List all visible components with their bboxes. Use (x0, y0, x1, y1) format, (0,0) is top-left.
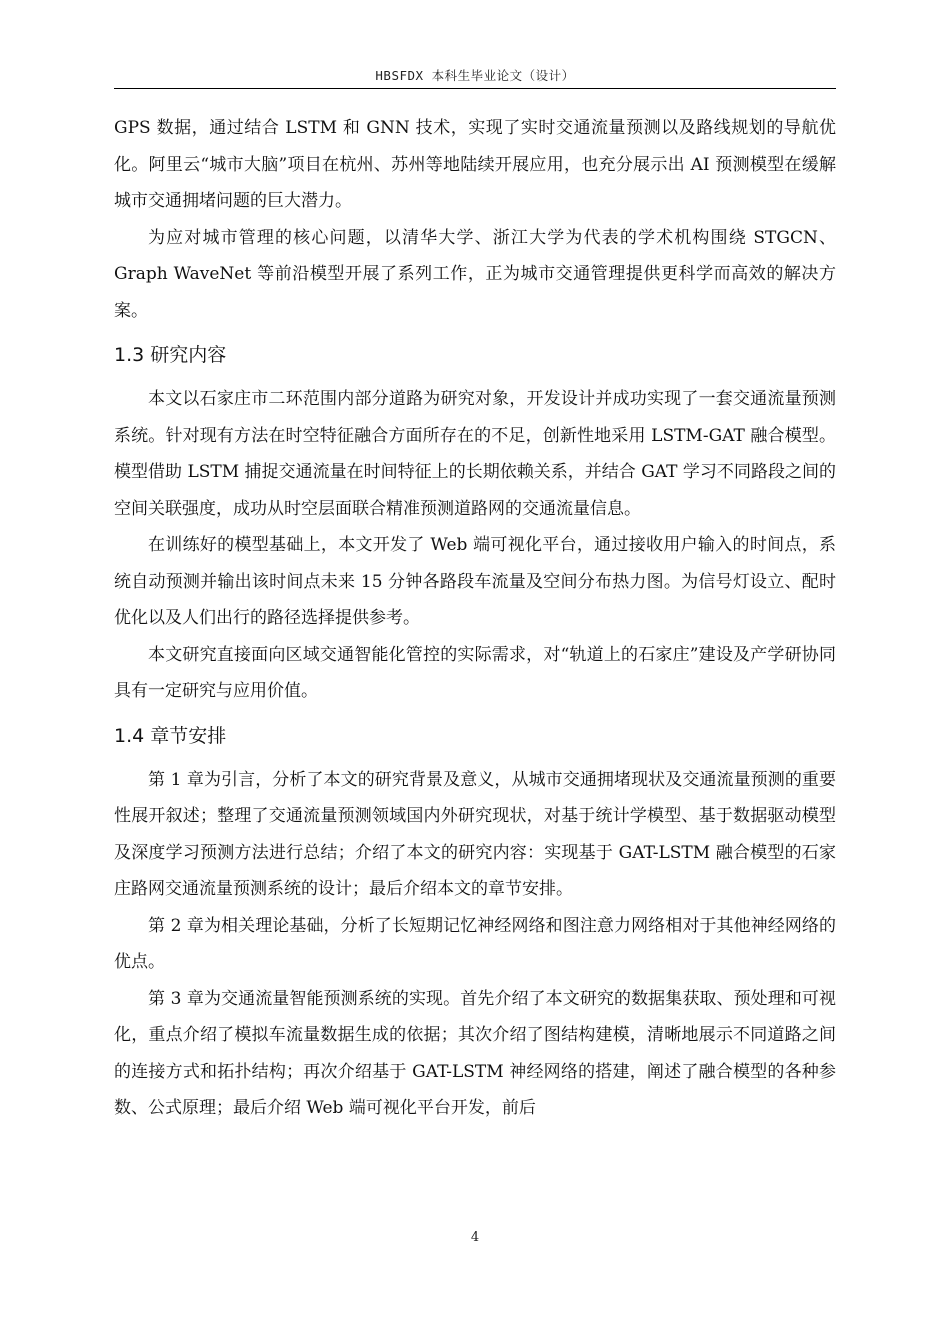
header-rule (114, 88, 836, 89)
body-text (114, 110, 836, 1127)
paragraph-academic-institutions: 为应对城市管理的核心问题，以清华大学、浙江大学为代表的学术机构围绕 STGCN、Graph WaveNet 等前沿模型开展了系列工作，正为城市交通管理提供更科学而高效的解决方案。 (114, 227, 836, 321)
paragraph-research-object: 本文以石家庄市二环范围内部分道路为研究对象，开发设计并成功实现了一套交通流量预测系统。针对现有方法在时空特征融合方面所存在的不足，创新性地采用 LSTM-GAT 融合模型。模型借助 LSTM 捕捉交通流量在时间特征上的长期依赖关系，并结合 GAT 学习不同路段之间的空间关联强度，成功从时空层面联合精准预测道路网的交通流量信息。 (114, 389, 836, 519)
paragraph-web-platform: 在训练好的模型基础上，本文开发了 Web 端可视化平台，通过接收用户输入的时间点，系统自动预测并输出该时间点未来 15 分钟各路段车流量及空间分布热力图。为信号灯设立、配时优化以及人们出行的路径选择提供参考。 (114, 535, 836, 628)
paragraph-continued: GPS 数据，通过结合 LSTM 和 GNN 技术，实现了实时交通流量预测以及路线规划的导航优化。阿里云“城市大脑”项目在杭州、苏州等地陆续开展应用，也充分展示出 AI 预测模型在缓解城市交通拥堵问题的巨大潜力。 (114, 118, 836, 211)
paragraph-research-value: 本文研究直接面向区域交通智能化管控的实际需求，对“轨道上的石家庄”建设及产学研协同具有一定研究与应用价值。 (114, 644, 836, 701)
paragraph-chapter-2: 第 2 章为相关理论基础，分析了长短期记忆神经网络和图注意力网络相对于其他神经网络的优点。 (114, 915, 836, 972)
page-number: 4 (470, 1230, 480, 1245)
running-header: HBSFDX 本科生毕业论文（设计） (375, 68, 575, 83)
paragraph-chapter-1: 第 1 章为引言，分析了本文的研究背景及意义，从城市交通拥堵现状及交通流量预测的重要性展开叙述；整理了交通流量预测领域国内外研究现状，对基于统计学模型、基于数据驱动模型及深度学习预测方法进行总结；介绍了本文的研究内容：实现基于 GAT-LSTM 融合模型的石家庄路网交通流量预测系统的设计；最后介绍本文的章节安排。 (114, 769, 836, 899)
section-heading-chapter-arrangement: 1.4 章节安排 (114, 724, 227, 747)
paragraph-chapter-3: 第 3 章为交通流量智能预测系统的实现。首先介绍了本文研究的数据集获取、预处理和可视化，重点介绍了模拟车流量数据生成的依据；其次介绍了图结构建模，清晰地展示不同道路之间的连接方式和拓扑结构；再次介绍基于 GAT-LSTM 神经网络的搭建，阐述了融合模型的各种参数、公式原理；最后介绍 Web 端可视化平台开发，前后 (114, 988, 836, 1118)
section-heading-research-content: 1.3 研究内容 (114, 344, 227, 366)
